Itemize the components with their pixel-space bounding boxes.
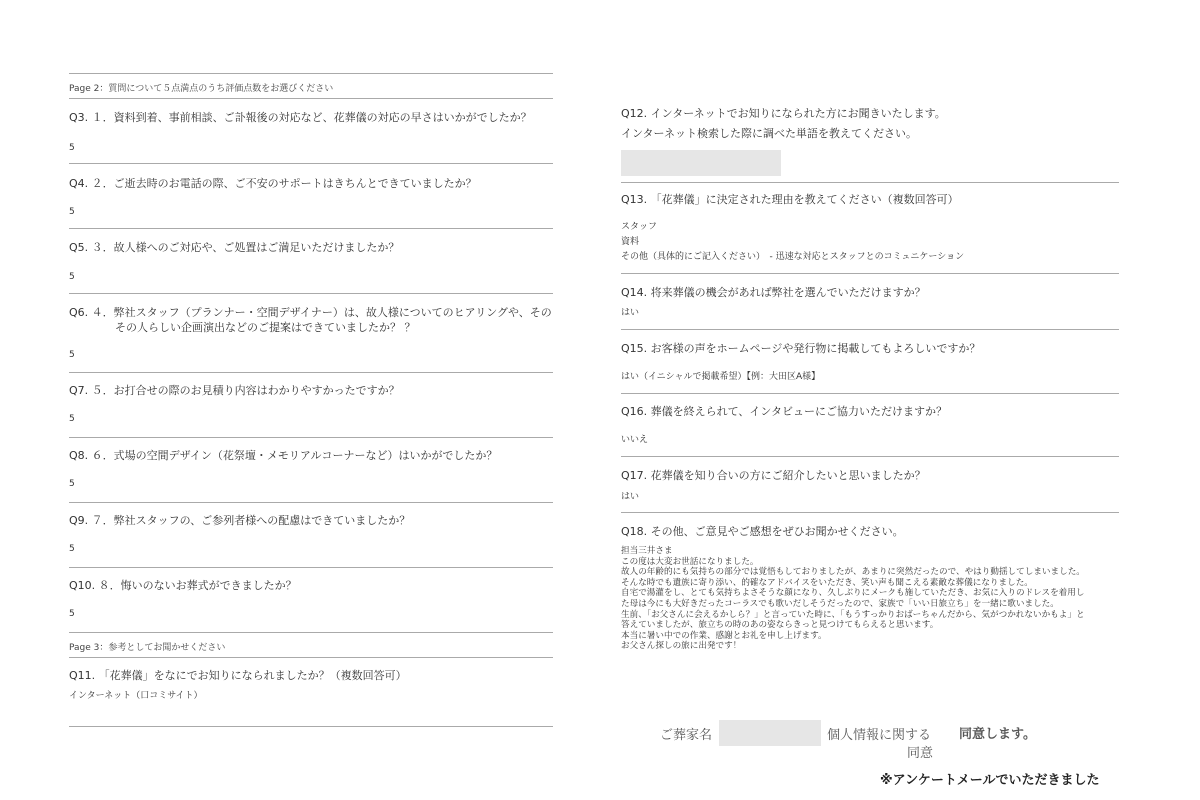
survey-source-note: ※アンケートメールでいただきました	[880, 773, 1100, 788]
question-q4	[69, 163, 553, 228]
question-q13	[621, 182, 1119, 274]
answer-line: 担当三井さま	[621, 546, 673, 556]
answer-text-block	[621, 546, 1091, 652]
question-label: Q9. ７．弊社スタッフの、ご参列者様への配慮はできていましたか？	[69, 514, 411, 527]
privacy-label: 個人情報に関する	[827, 728, 932, 743]
answer-line: 生前、「お父さんに会えるかしら？」と言っていた時に、「もうすっかりおばーちゃんだから、気がつかれないかもよ」と答えていましたが、旅立ちの時のあの姿ならきっと見つけてもらえると思います。	[621, 609, 1085, 631]
question-label: Q4. ２．ご逝去時のお電話の際、ご不安のサポートはきちんとできていましたか？	[69, 177, 477, 190]
question-label: Q11. 「花葬儀」をなにでお知りになられましたか？（複数回答可）	[69, 669, 407, 682]
answer-value: インターネット（口コミサイト）	[69, 691, 203, 701]
left-column	[69, 73, 553, 727]
family-name-label: ご葬家名	[660, 728, 713, 743]
answer-value: 5	[69, 272, 75, 282]
question-q14	[621, 273, 1119, 330]
answer-value: 5	[69, 350, 75, 360]
question-q12	[621, 106, 1119, 182]
answer-value: 5	[69, 207, 75, 217]
question-q5	[69, 228, 553, 293]
agree-text: 同意します。	[959, 727, 1036, 742]
question-label-line2: インターネット検索した際に調べた単語を教えてください。	[621, 127, 918, 140]
question-label: Q16. 葬儀を終えられて、インタビューにご協力いただけますか？	[621, 405, 947, 418]
answer-value: 資料	[621, 237, 640, 247]
privacy-label-line2: 同意	[907, 746, 934, 761]
answer-line: 自宅で湯灌をし、とても気持ちよさそうな顔になり、久しぶりにメークも施していただき、お気に入りのドレスを着用した母は今にも大好きだったコーラスでも歌いだしそうだったので、家族で「いい日旅立ち」を一緒に歌いました。	[621, 588, 1085, 609]
family-name-input[interactable]	[719, 720, 821, 746]
answer-value: いいえ	[621, 435, 649, 445]
answer-line: そんな時でも遺族に寄り添い、的確なアドバイスをいただき、笑い声も聞こえる素敵な葬儀になりました。	[621, 577, 1033, 588]
answer-value: 5	[69, 143, 75, 153]
question-label-line2: その人らしい企画演出などのご提案はできていましたか？ ？	[115, 321, 416, 334]
answer-value: 5	[69, 414, 75, 424]
question-label: Q14. 将来葬儀の機会があれば弊社を選んでいただけますか？	[621, 286, 926, 299]
question-q3	[69, 98, 553, 163]
question-q9	[69, 502, 553, 567]
question-label: Q6. ４．弊社スタッフ（プランナー・空間デザイナー）は、故人様についてのヒアリングや、その	[69, 306, 552, 319]
question-q8	[69, 437, 553, 502]
answer-line: 故人の年齢的にも気持ちの部分では覚悟もしておりましたが、あまりに突然だったので、やはり動揺してしまいました。	[621, 567, 1085, 578]
answer-value: 5	[69, 609, 75, 619]
question-label: Q18. その他、ご意見やご感想をぜひお聞かせください。	[621, 525, 904, 538]
question-q17	[621, 456, 1119, 513]
answer-value: はい	[621, 308, 640, 318]
question-label: Q13. 「花葬儀」に決定された理由を教えてください（複数回答可）	[621, 193, 959, 206]
answer-value: スタッフ	[621, 222, 658, 232]
question-label: Q8. ６．式場の空間デザイン（花祭壇・メモリアルコーナーなど）はいかがでしたか？	[69, 449, 498, 462]
question-q11	[69, 657, 553, 726]
answer-line: 本当に暑い中での作業、感謝とお礼を申し上げます。	[621, 630, 827, 641]
question-label: Q17. 花葬儀を知り合いの方にご紹介したいと思いましたか？	[621, 469, 926, 482]
answer-value: 5	[69, 479, 75, 489]
question-q16	[621, 393, 1119, 457]
answer-line: お父さん探しの旅に出発です！	[621, 641, 742, 652]
question-label: Q15. お客様の声をホームページや発行物に掲載してもよろしいですか？	[621, 342, 981, 355]
search-words-input[interactable]	[621, 150, 781, 176]
question-label: Q7. ５．お打合せの際のお見積り内容はわかりやすかったですか？	[69, 384, 400, 397]
question-q10	[69, 567, 553, 632]
question-q15	[621, 329, 1119, 394]
answer-value: その他（具体的にご記入ください） - 迅速な対応とスタッフとのコミュニケーション	[621, 252, 965, 262]
question-label: Q3. １．資料到着、事前相談、ご訃報後の対応など、花葬儀の対応の早さはいかがでしたか？	[69, 111, 532, 124]
page2-header: Page 2：質問について５点満点のうち評価点数をお選びください	[69, 84, 334, 94]
question-q6	[69, 293, 553, 372]
answer-value: はい（イニシャルで掲載希望）【例：大田区A様】	[621, 372, 821, 382]
question-label: Q10. ８．悔いのないお葬式ができましたか？	[69, 579, 297, 592]
answer-value: 5	[69, 544, 75, 554]
question-label: Q12. インターネットでお知りになられた方にお聞きいたします。	[621, 107, 946, 120]
question-label: Q5. ３．故人様へのご対応や、ご処置はご満足いただけましたか？	[69, 241, 400, 254]
answer-value: はい	[621, 492, 640, 502]
question-q18	[621, 512, 1119, 693]
answer-line: この度は大変お世話になりました。	[621, 556, 759, 567]
question-q7	[69, 372, 553, 437]
page3-header: Page 3：参考としてお聞かせください	[69, 643, 226, 653]
